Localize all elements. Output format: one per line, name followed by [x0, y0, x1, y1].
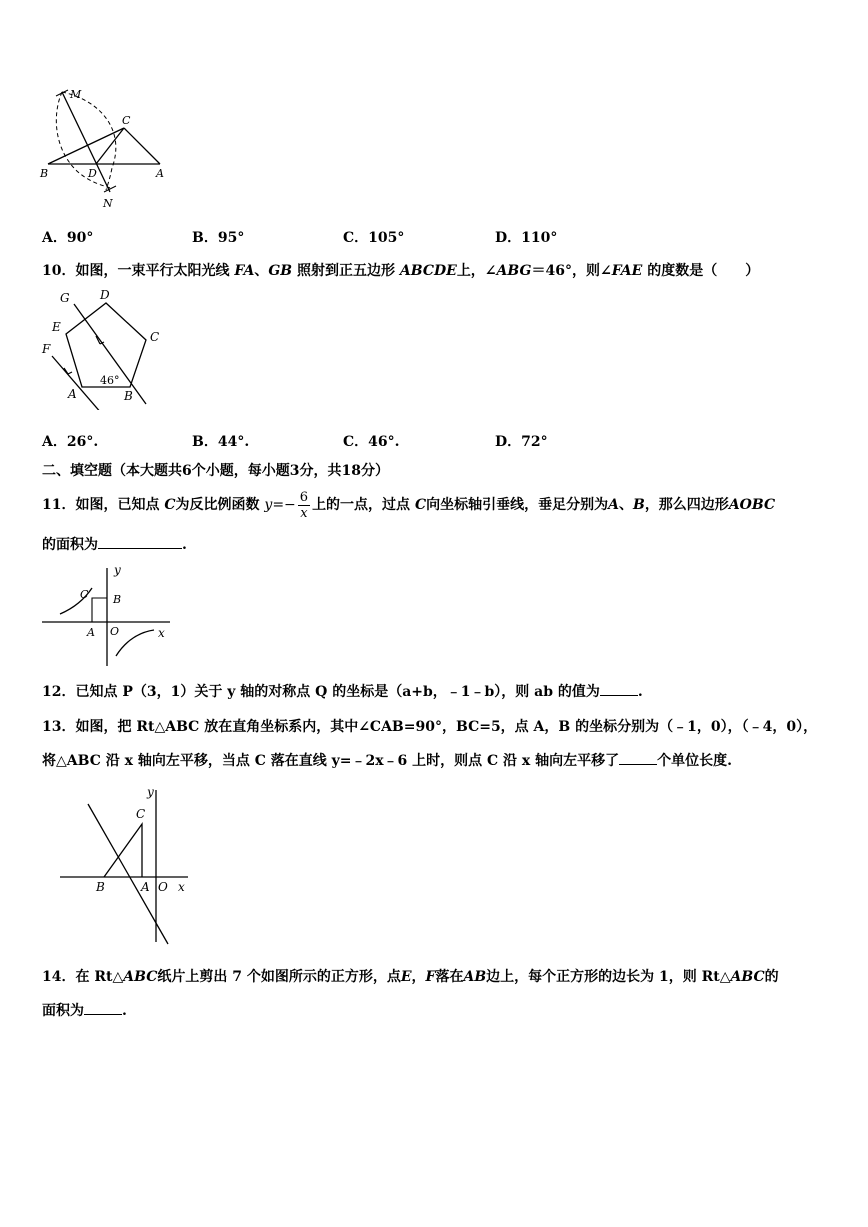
- q13-label-A: A: [141, 880, 150, 894]
- q9-figure: [38, 84, 170, 212]
- q9-label-D: D: [88, 167, 97, 180]
- q12-answer-blank[interactable]: [600, 683, 638, 696]
- q11-curve-right: [116, 630, 154, 656]
- q13-label-B: B: [96, 880, 105, 894]
- q14-line1: 14．在 Rt△ABC纸片上剪出 7 个如图所示的正方形，点E，F落在AB边上，每个正方形的边长为 1，则 Rt△ABC的: [42, 969, 779, 985]
- q10-arrow-F-b: [68, 372, 72, 374]
- q14-answer-blank[interactable]: [84, 1002, 122, 1015]
- q10-option-c[interactable]: C．46°.: [343, 434, 400, 450]
- q10-option-a[interactable]: A．26°.: [42, 434, 99, 450]
- q9-arc-left: [56, 92, 110, 188]
- q9-label-A: A: [156, 167, 164, 180]
- q9-option-d[interactable]: D．110°: [495, 230, 558, 246]
- q13-figure: [58, 784, 198, 948]
- q9-option-c[interactable]: C．105°: [343, 230, 405, 246]
- q11-label-O: O: [110, 625, 120, 638]
- q13-label-O: O: [158, 880, 168, 894]
- q9-option-b[interactable]: B．95°: [192, 230, 245, 246]
- q9-side-CA: [124, 128, 160, 164]
- q13-answer-blank[interactable]: [619, 752, 657, 765]
- q9-label-B: B: [40, 167, 49, 180]
- q10-label-B: B: [124, 389, 133, 403]
- q13-label-x: x: [178, 880, 185, 894]
- q11-figure: [38, 558, 178, 670]
- q11-label-A: A: [87, 626, 95, 639]
- q10-label-angle: 46°: [100, 374, 120, 387]
- q11-perpendiculars: [92, 598, 107, 622]
- q9-line-MN: [62, 92, 110, 192]
- q10-ray-GB: [74, 304, 146, 404]
- q11-label-y: y: [114, 563, 121, 577]
- q10-label-C: C: [150, 330, 160, 344]
- q9-label-N: N: [103, 197, 113, 210]
- q10-label-D: D: [100, 288, 110, 302]
- q10-stem: 10．如图，一束平行太阳光线 FA、GB 照射到正五边形 ABCDE上，∠ABG＝46°，则∠FAE 的度数是（ ）: [42, 263, 760, 279]
- q12-stem: 12．已知点 P（3，1）关于 y 轴的对称点 Q 的坐标是（a+b，﹣1﹣b），则 ab 的值为 .: [42, 684, 643, 700]
- q9-label-C: C: [122, 114, 131, 127]
- q10-label-F: F: [42, 342, 51, 356]
- q10-figure: [38, 286, 162, 410]
- q11-label-C: C: [80, 588, 89, 601]
- q11-fraction: $\frac{6}{x}$: [299, 489, 309, 521]
- q13-line2: 将△ABC 沿 x 轴向左平移，当点 C 落在直线 y=﹣2x﹣6 上时，则点 C 沿 x 轴向左平移了 个单位长度.: [42, 753, 733, 769]
- q9-tick-M: [56, 90, 68, 96]
- q10-ray-FA: [52, 356, 102, 410]
- q10-label-A: A: [68, 387, 77, 401]
- q9-label-M: M: [70, 88, 82, 101]
- q11-label-x: x: [158, 626, 165, 640]
- q14-line2: 面积为 .: [42, 1003, 127, 1019]
- q10-option-d[interactable]: D．72°: [495, 434, 548, 450]
- q11-stem: 11．如图，已知点 C为反比例函数 y=− $\frac{6}{x}$ 上的一点，过点 C向坐标轴引垂线，垂足分别为A、B，那么四边形AOBC: [42, 489, 776, 521]
- q10-label-G: G: [60, 291, 70, 305]
- section-2-title: 二、填空题（本大题共6个小题，每小题3分，共18分）: [42, 463, 389, 479]
- q13-line1: 13．如图，把 Rt△ABC 放在直角坐标系内，其中∠CAB=90°，BC=5，点 A，B 的坐标分别为（﹣1，0），（﹣4，0），: [42, 719, 818, 735]
- q13-triangle: [104, 824, 142, 877]
- q10-label-E: E: [52, 320, 61, 334]
- q9-side-CD: [96, 128, 124, 164]
- q10-option-b[interactable]: B．44°.: [192, 434, 250, 450]
- q13-label-C: C: [136, 807, 146, 821]
- q9-option-a[interactable]: A．90°: [42, 230, 94, 246]
- q11-answer-blank[interactable]: [98, 536, 182, 549]
- q13-label-y: y: [147, 785, 154, 799]
- q9-side-BC: [48, 128, 124, 164]
- q11-label-B: B: [113, 593, 122, 606]
- q11-line2: 的面积为 .: [42, 537, 187, 553]
